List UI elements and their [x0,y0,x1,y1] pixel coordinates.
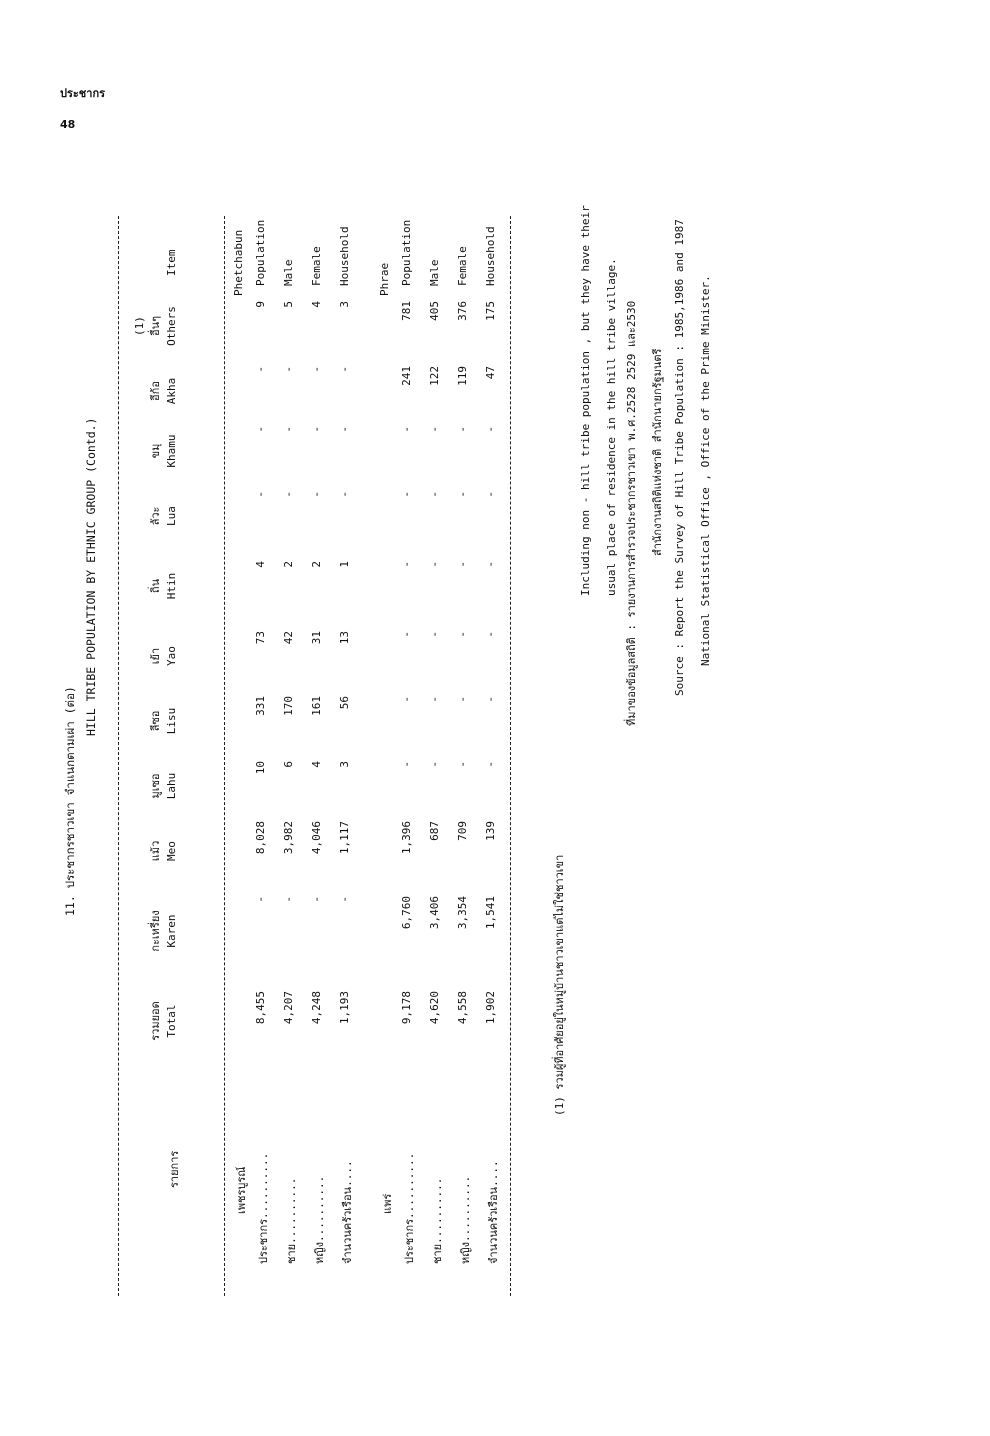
table-cell: 6,760 [400,896,413,930]
table-cell: - [338,896,351,903]
table-cell: - [428,561,441,568]
row-label-english: Population [400,219,413,286]
table-cell: 4,207 [282,991,295,1025]
column-header [148,891,180,971]
footnote-1-thai: (1) รวมผู้ที่อาศัยอยู่ในหมู่บ้านชาวเขาแต่ไม่ใช่ชาวเขา [553,854,566,1116]
table-cell: - [310,896,323,903]
section-label-thai: แพร่ [381,1193,394,1214]
table-cell: 8,028 [254,821,267,855]
row-label-thai: ชาย.......... [285,1177,298,1264]
page-number: 48 [60,118,76,131]
column-header-english: Others [165,306,178,346]
column-header-english: Lua [165,506,178,526]
table-cell: - [400,426,413,433]
column-header-english: Total [165,1004,178,1038]
table-cell: - [456,491,469,498]
table-cell: 31 [310,631,323,645]
table-cell: - [254,896,267,903]
section-label-thai: เพชรบูรณ์ [235,1166,248,1214]
source-english-2: National Statistical Office , Office of the Prime Minister. [699,275,712,666]
table-cell: - [254,366,267,373]
header-item-english: Item [165,249,178,276]
rule-header [224,216,225,1296]
table-cell: 1,396 [400,821,413,855]
table-cell: 331 [254,696,267,716]
table-cell: - [428,491,441,498]
table-cell: 5 [282,301,295,308]
section-label-english: Phrae [378,262,391,296]
table-cell: 4,558 [456,991,469,1025]
table-cell: - [428,631,441,638]
table-cell: - [456,561,469,568]
row-label-thai: หญิง.......... [459,1175,472,1264]
row-label-english: Household [484,226,497,286]
rule-top [118,216,119,1296]
column-header-thai: ขมุ [149,443,162,459]
source-thai-1: ที่มาของข้อมูลสถิติ : รายงานการสำรวจประชากรชาวเขา พ.ศ.2528 2529 และ2530 [625,300,638,726]
column-header-thai: กะเหรี่ยง [149,910,162,952]
table-cell: - [456,696,469,703]
row-label-thai: ประชากร.......... [257,1152,270,1264]
footnote-1-english-1: Including non - hill tribe population , but they have their [579,205,592,596]
table-cell: 6 [282,761,295,768]
table-cell: 1,117 [338,821,351,855]
table-cell: - [282,491,295,498]
table-cell: 47 [484,366,497,380]
table-cell: 175 [484,301,497,321]
section-label-english: Phetchabun [232,229,245,296]
table-cell: 9 [254,301,267,308]
column-header-thai: มูเซอ [149,773,162,799]
table-cell: 13 [338,631,351,645]
row-label-thai: ชาย.......... [431,1177,444,1264]
table-cell: - [484,561,497,568]
table-cell: - [484,761,497,768]
column-header [132,286,180,366]
column-header-thai: ลีซอ [149,710,162,732]
table-cell: 170 [282,696,295,716]
table-cell: 8,455 [254,991,267,1025]
table-cell: - [456,426,469,433]
table-cell: - [338,491,351,498]
table-cell: 687 [428,821,441,841]
table-cell: - [484,426,497,433]
column-header-english: Lahu [165,772,178,800]
column-header-thai: ลัวะ [149,506,162,526]
table-cell: - [428,696,441,703]
table-cell: 709 [456,821,469,841]
table-cell: - [428,426,441,433]
table-cell: - [400,761,413,768]
table-cell: - [484,491,497,498]
source-thai-2: สำนักงานสถิติแห่งชาติ สำนักนายกรัฐมนตรี [651,348,664,556]
row-label-english: Male [428,259,441,286]
table-cell: - [400,491,413,498]
column-header [148,981,180,1061]
header-item-thai: รายการ [168,1150,181,1188]
row-label-english: Female [310,246,323,286]
table-cell: - [282,366,295,373]
footnote-marker: (1) [133,316,146,336]
table-cell: 3,406 [428,896,441,930]
row-label-thai: จำนวนครัวเรือน.... [487,1160,500,1264]
table-cell: 161 [310,696,323,716]
table-cell: - [400,561,413,568]
table-cell: 2 [282,561,295,568]
table-cell: 241 [400,366,413,386]
column-header-thai: ถิ่น [149,578,162,594]
page-category: ประชากร [60,87,106,100]
row-label-thai: จำนวนครัวเรือน.... [341,1160,354,1264]
table-cell: 122 [428,366,441,386]
table-cell: 405 [428,301,441,321]
table-cell: 1 [338,561,351,568]
column-header-thai: รวมยอด [149,1001,162,1041]
table-cell: 1,193 [338,991,351,1025]
table-cell: 1,541 [484,896,497,930]
table-cell: - [400,696,413,703]
table-cell: 3 [338,301,351,308]
table-cell: - [456,761,469,768]
table-cell: - [338,366,351,373]
table-title-thai: 11. ประชากรชาวเขา จำแนกตามเผ่า (ต่อ) [63,686,77,916]
table-cell: - [400,631,413,638]
rule-bottom [510,216,511,1296]
column-header-thai: แม้ว [149,840,162,862]
table-cell: - [428,761,441,768]
table-cell: - [310,366,323,373]
row-label-english: Population [254,219,267,286]
table-cell: 1,902 [484,991,497,1025]
row-label-english: Male [282,259,295,286]
table-cell: 56 [338,696,351,710]
table-cell: 139 [484,821,497,841]
table-cell: 376 [456,301,469,321]
row-label-thai: หญิง.......... [313,1175,326,1264]
table-cell: - [456,631,469,638]
column-header-english: Karen [165,914,178,948]
row-label-english: Female [456,246,469,286]
table-cell: 2 [310,561,323,568]
table-cell: - [310,426,323,433]
table-cell: 9,178 [400,991,413,1025]
column-header [148,616,180,696]
row-label-thai: ประชากร.......... [403,1152,416,1264]
table-cell: 10 [254,761,267,775]
table-title-english: HILL TRIBE POPULATION BY ETHNIC GROUP (Contd.) [84,417,98,736]
table-cell: 3,354 [456,896,469,930]
column-header-english: Lisu [165,707,178,735]
column-header-english: Htin [165,572,178,600]
column-header-thai: อื่นๆ [149,315,162,337]
column-header-english: Meo [165,841,178,861]
table-cell: 119 [456,366,469,386]
row-label-english: Household [338,226,351,286]
table-cell: - [338,426,351,433]
table-cell: - [254,426,267,433]
table-cell: 4,046 [310,821,323,855]
table-cell: 42 [282,631,295,645]
table-cell: - [254,491,267,498]
column-header-english: Akha [165,377,178,405]
column-header [148,546,180,626]
table-cell: 4 [310,761,323,768]
table-cell: - [484,696,497,703]
table-cell: 4,620 [428,991,441,1025]
table-cell: 4 [254,561,267,568]
table-cell: 4,248 [310,991,323,1025]
table-cell: 4 [310,301,323,308]
table-cell: 3,982 [282,821,295,855]
table-cell: - [484,631,497,638]
column-header-english: Yao [165,646,178,666]
column-header-thai: เย้า [149,647,162,665]
table-cell: 781 [400,301,413,321]
column-header-english: Khamu [165,434,178,468]
table-cell: - [282,426,295,433]
source-english-1: Source : Report the Survey of Hill Tribe Population : 1985,1986 and 1987 [673,219,686,696]
column-header-thai: อีก้อ [149,381,162,401]
footnote-1-english-2: usual place of residence in the hill tribe village. [605,258,618,596]
table-cell: - [282,896,295,903]
table-cell: 3 [338,761,351,768]
table-cell: - [310,491,323,498]
table-cell: 73 [254,631,267,645]
